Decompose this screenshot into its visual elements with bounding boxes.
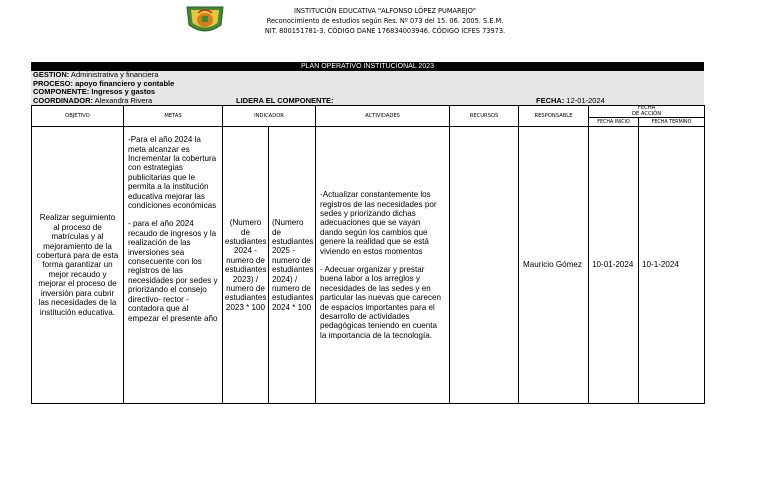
column-metas: METAS	[124, 106, 223, 127]
indicador-1-cell: (Numero de estudiantes 2024 - numero de estudiantes 2023) / numero de estudiantes 2023 * 100	[223, 127, 269, 404]
coordinador-row	[33, 97, 704, 106]
indicador-2-cell: (Numero de estudiantes 2025 - numero de estudiantes 2024) / numero de estudiantes 2024 * 100	[269, 127, 316, 404]
meta-2: - para el año 2024 recaudo de ingresos y la realización de las inversiones sea consecuente con los registros de las necesidades por sedes y priorizando el consejo directivo- rector - contadora que al empezar el presente año	[128, 219, 218, 323]
fecha-label: FECHA:	[536, 95, 565, 105]
meta-1: -Para el año 2024 la meta alcanzar es Incrementar la cobertura con estrategias publicitarias que le permita a la institución educativa mejorar las condiciones económicas	[128, 135, 217, 211]
plan-table	[31, 105, 705, 404]
institution-codes: NIT. 800151781-3. CÓDIGO DANE 176834003946. CÓDIGO ICFES 73973.	[264, 27, 506, 36]
actividad-1: -Actualizar constantemente los registros de las necesidades por sedes y priorizando dichas adecuaciones que se vayan dando según los cambios que genere la realidad que se está viviendo en estos momentos	[320, 190, 437, 256]
table-row	[32, 127, 705, 404]
responsable-cell: Mauricio Gómez	[519, 127, 589, 404]
plan-document	[31, 62, 704, 404]
fecha-value: 12-01-2024	[564, 95, 605, 105]
institution-header	[235, 6, 535, 37]
column-fecha-termino: FECHA TERMINO	[639, 118, 705, 127]
column-objetivo: OBJETIVO	[32, 106, 124, 127]
coordinador-label: COORDINADOR:	[33, 95, 93, 105]
gestion-label: GESTION:	[33, 70, 70, 79]
column-fecha-accion	[589, 106, 705, 118]
institution-name: INSTITUCIÓN EDUCATIVA "ALFONSO LÓPEZ PUMAREJO"	[294, 7, 476, 15]
column-actividades: ACTIVIDADES	[316, 106, 450, 127]
fecha-inicio-cell: 10-01-2024	[589, 127, 639, 404]
fecha-accion-line1: FECHA	[637, 105, 656, 111]
institution-shield-logo	[181, 3, 229, 36]
table-header-row	[32, 106, 705, 118]
objetivo-cell: Realizar seguimiento al proceso de matrículas y al mejoramiento de la cobertura para de esta forma garantizar un mejor recaudo y mejorar el proceso de inversión para cubrir las necesidades de la institución educativa.	[32, 127, 124, 404]
recursos-cell	[450, 127, 519, 404]
column-indicador: INDICADOR	[223, 106, 316, 127]
fecha-field	[536, 97, 605, 106]
institution-resolution: Reconocimiento de estudios según Res. Nº 073 del 15. 06. 2005. S.E.M.	[266, 17, 504, 26]
fecha-accion-line2: DE ACCIÓN	[631, 110, 662, 117]
column-fecha-inicio: FECHA INICIO	[589, 118, 639, 127]
gestion-value: Administrativa y financiera	[69, 70, 159, 79]
componente-text: COMPONENTE: Ingresos y gastos	[33, 87, 156, 96]
metas-cell	[124, 127, 223, 404]
plan-title: PLAN OPERATIVO INSTITUCIONAL 2023	[31, 62, 704, 71]
proceso-text: PROCESO: apoyo financiero y contable	[33, 78, 175, 88]
column-recursos: RECURSOS	[450, 106, 519, 127]
column-responsable: RESPONSABLE	[519, 106, 589, 127]
actividades-cell	[316, 127, 450, 404]
lidera-componente-label: LIDERA EL COMPONENTE:	[236, 95, 334, 105]
fecha-termino-cell: 10-1-2024	[639, 127, 705, 404]
actividad-2: - Adecuar organizar y prestar buena labor a los arreglos y necesidades de las sedes y en particular las nuevas que carecen de espacios importantes para el desarrollo de actividades pedagógicas teniendo en cuenta la importancia de la tecnología.	[320, 264, 442, 340]
coordinador-value: Alexandra Rivera	[93, 95, 153, 105]
plan-meta	[31, 71, 704, 105]
